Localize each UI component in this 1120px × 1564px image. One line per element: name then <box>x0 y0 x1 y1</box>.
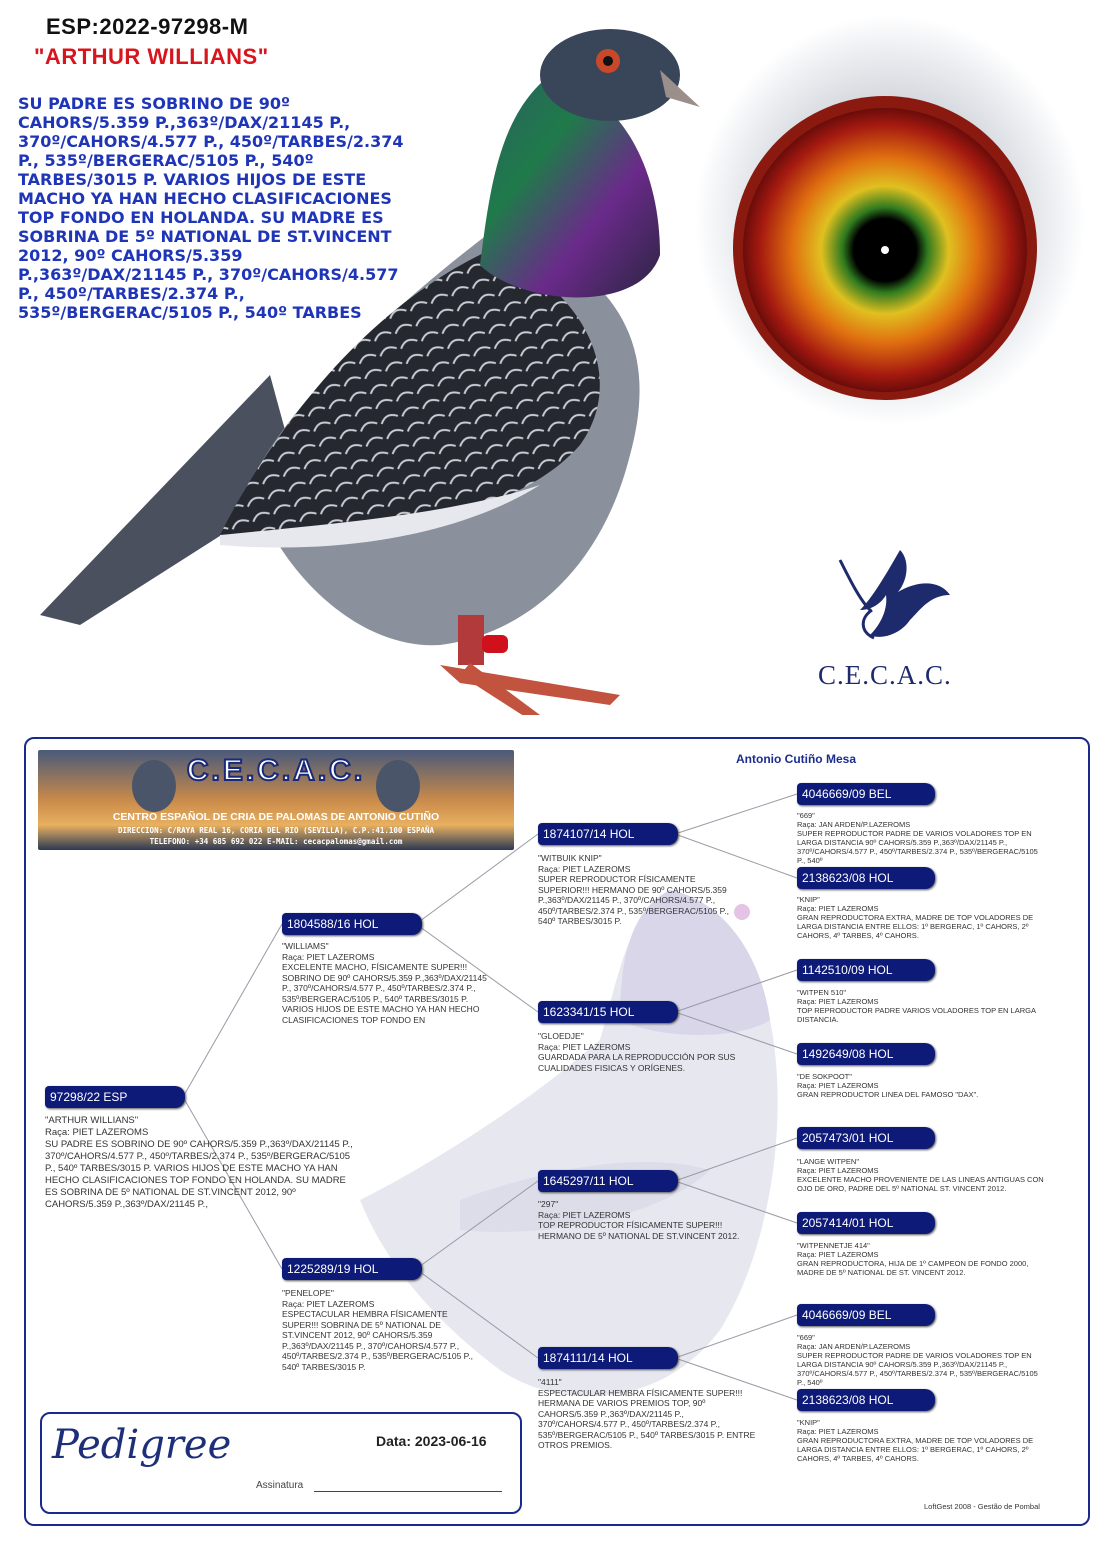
pedigree-date: Data: 2023-06-16 <box>376 1433 487 1449</box>
sire-sire-ring: 1874107/14 HOL <box>538 823 678 845</box>
gg-3-race: Raça: PIET LAZEROMS <box>797 997 879 1006</box>
banner-address: DIRECCION: C/RAYA REAL 16, CORIA DEL RIO (SEVILLA), C.P.:41.100 ESPAÑA <box>117 826 435 835</box>
sire-sire-details <box>538 853 743 927</box>
sire-sire-notes: SUPER REPRODUCTOR FÍSICAMENTE SUPERIOR!!! HERMANO DE 90º CAHORS/5.359 P.,363º/DAX/21145 P., 370º/CAHORS/4.577 P., 450º/TARBES/2.374 P., 535º/BERGERAC/5105 P., 540º TARBES/3015 P. <box>538 874 729 926</box>
gg-5-ring: 2057473/01 HOL <box>797 1127 935 1149</box>
sire-ring: 1804588/16 HOL <box>282 913 422 935</box>
dam-sire-ring: 1645297/11 HOL <box>538 1170 678 1192</box>
gg-7-notes: SUPER REPRODUCTOR PADRE DE VARIOS VOLADORES TOP EN LARGA DISTANCIA 90º CAHORS/5.359 P.,363º/DAX/21145 P., 370º/CAHORS/4.577 P., 450º/TARBES/2.374 P., 535º/BERGERAC/5105 P., 540º <box>797 1351 1038 1387</box>
sire-notes: EXCELENTE MACHO, FÍSICAMENTE SUPER!!! SOBRINO DE 90º CAHORS/5.359 P.,363º/DAX/21145 P., 370º/CAHORS/4.577 P., 450º/TARBES/2.374 P., 535º/BERGERAC/5105 P., 540º TARBES/3015 P. VARIOS HIJOS DE ESTE MACHO YA HAN HECHO CLASIFICACIONES TOP FONDO EN <box>282 962 487 1025</box>
gg-8-ring: 2138623/08 HOL <box>797 1389 935 1411</box>
gg-4-details <box>797 1072 1047 1099</box>
gg-7-name: "669" <box>797 1333 815 1342</box>
bird-description: SU PADRE ES SOBRINO DE 90º CAHORS/5.359 P.,363º/DAX/21145 P., 370º/CAHORS/4.577 P., 450º/TARBES/2.374 P., 535º/BERGERAC/5105 P., 540º TARBES/3015 P. VARIOS HIJOS DE ESTE MACHO YA HAN HECHO CLASIFICACIONES TOP FONDO EN HOLANDA. SU MADRE ES SOBRINA DE 5º NATIONAL DE ST.VINCENT 2012, 90º CAHORS/5.359 P.,363º/DAX/21145 P., 370º/CAHORS/4.577 P., 450º/TARBES/2.374 P., 535º/BERGERAC/5105 P., 540º TARBES <box>18 94 404 322</box>
gg-6-name: "WITPENNETJE 414" <box>797 1241 870 1250</box>
signature-line <box>314 1491 502 1492</box>
banner-title: C.E.C.A.C. <box>186 754 366 787</box>
gg-5-name: "LANGE WITPEN" <box>797 1157 859 1166</box>
gg-6-details <box>797 1241 1047 1277</box>
dam-dam-details <box>538 1377 758 1451</box>
bird-name: "ARTHUR WILLIANS" <box>34 44 269 69</box>
breeder-name: Antonio Cutiño Mesa <box>736 752 856 766</box>
sire-sire-name: "WITBUIK KNIP" <box>538 853 602 863</box>
gg-8-notes: GRAN REPRODUCTORA EXTRA, MADRE DE TOP VOLADORES DE LARGA DISTANCIA ENTRE ELLOS: 1º BERGERAC, 1º CAHORS, 2º CAHORS, 4º TARBES, 4º CAHORS. <box>797 1436 1034 1463</box>
dam-dam-notes: ESPECTACULAR HEMBRA FÍSICAMENTE SUPER!!! HERMANA DE VARIOS PREMIOS TOP, 90º CAHORS/5.359 P.,363º/DAX/21145 P., 370º/CAHORS/4.577 P., 450º/TARBES/2.374 P., 535º/BERGERAC/5105 P., 540º TARBES/3015 P. ENTRE OTROS PREMIOS. <box>538 1387 756 1450</box>
gg-5-notes: EXCELENTE MACHO PROVENIENTE DE LAS LINEAS ANTIGUAS CON OJO DE ORO, PADRE DEL 5º NATIONAL ST. VINCENT 2012. <box>797 1175 1044 1193</box>
software-credit: LoftGest 2008 - Gestão de Pombal <box>924 1502 1040 1511</box>
sire-dam-race: Raça: PIET LAZEROMS <box>538 1041 631 1052</box>
gg-1-details <box>797 811 1047 865</box>
gg-4-name: "DE SOKPOOT" <box>797 1072 852 1081</box>
sire-name: "WILLIAMS" <box>282 941 329 951</box>
signature-label: Assinatura <box>256 1480 304 1491</box>
banner-subtitle: CENTRO ESPAÑOL DE CRIA DE PALOMAS DE ANTONIO CUTIÑO <box>112 811 440 823</box>
dam-sire-details <box>538 1199 743 1241</box>
gg-3-name: "WITPEN 510" <box>797 988 847 997</box>
gg-2-details <box>797 895 1047 940</box>
banner-contact: TELEFONO: +34 685 692 022 E-MAIL: cecacpalomas@gmail.com <box>149 837 403 846</box>
gg-3-details <box>797 988 1047 1024</box>
dam-race: Raça: PIET LAZEROMS <box>282 1298 375 1309</box>
dam-sire-notes: TOP REPRODUCTOR FÍSICAMENTE SUPER!!! HERMANO DE 5º NATIONAL DE ST.VINCENT 2012. <box>538 1220 740 1241</box>
gg-1-name: "669" <box>797 811 815 820</box>
gg-5-details <box>797 1157 1047 1193</box>
gg-4-race: Raça: PIET LAZEROMS <box>797 1081 879 1090</box>
gg-7-details <box>797 1333 1047 1387</box>
gg-2-name: "KNIP" <box>797 895 820 904</box>
gg-8-details <box>797 1418 1047 1463</box>
gg-3-ring: 1142510/09 HOL <box>797 959 935 981</box>
subject-ring: 97298/22 ESP <box>45 1086 185 1108</box>
gg-5-race: Raça: PIET LAZEROMS <box>797 1166 879 1175</box>
gg-2-notes: GRAN REPRODUCTORA EXTRA, MADRE DE TOP VOLADORES DE LARGA DISTANCIA ENTRE ELLOS: 1º BERGERAC, 1º CAHORS, 2º CAHORS, 4º TARBES, 4º CAHORS. <box>797 913 1034 940</box>
sire-dam-ring: 1623341/15 HOL <box>538 1001 678 1023</box>
subject-race: Raça: PIET LAZEROMS <box>45 1127 149 1138</box>
gg-1-ring: 4046669/09 BEL <box>797 783 935 805</box>
subject-name: "ARTHUR WILLIANS" <box>45 1115 139 1126</box>
subject-details <box>45 1115 355 1211</box>
gg-2-race: Raça: PIET LAZEROMS <box>797 904 879 913</box>
gg-1-notes: SUPER REPRODUCTOR PADRE DE VARIOS VOLADORES TOP EN LARGA DISTANCIA 90º CAHORS/5.359 P.,363º/DAX/21145 P., 370º/CAHORS/4.577 P., 450º/TARBES/2.374 P., 535º/BERGERAC/5105 P., 540º <box>797 829 1038 865</box>
dam-name: "PENELOPE" <box>282 1288 334 1298</box>
gg-7-race: Raça: JAN ARDEN/P.LAZEROMS <box>797 1342 911 1351</box>
cecac-logo-text: C.E.C.A.C. <box>818 660 952 690</box>
gg-1-race: Raça: JAN ARDEN/P.LAZEROMS <box>797 820 911 829</box>
dam-ring: 1225289/19 HOL <box>282 1258 422 1280</box>
gg-6-ring: 2057414/01 HOL <box>797 1212 935 1234</box>
pedigree-title: Pedigree <box>52 1422 232 1468</box>
sire-dam-name: "GLOEDJE" <box>538 1031 584 1041</box>
sire-dam-details <box>538 1031 768 1073</box>
dam-dam-ring: 1874111/14 HOL <box>538 1347 678 1369</box>
dam-dam-name: "4111" <box>538 1377 562 1387</box>
sire-dam-notes: GUARDADA PARA LA REPRODUCCIÓN POR SUS CUALIDADES FISICAS Y ORÍGENES. <box>538 1052 736 1073</box>
gg-7-ring: 4046669/09 BEL <box>797 1304 935 1326</box>
gg-8-name: "KNIP" <box>797 1418 820 1427</box>
dam-details <box>282 1288 482 1372</box>
dam-notes: ESPECTACULAR HEMBRA FÍSICAMENTE SUPER!!! SOBRINA DE 5º NATIONAL DE ST.VINCENT 2012, 90º CAHORS/5.359 P.,363º/DAX/21145 P., 370º/CAHORS/4.577 P., 450º/TARBES/2.374 P., 535º/BERGERAC/5105 P., 540º TARBES/3015 P. <box>282 1309 473 1372</box>
gg-8-race: Raça: PIET LAZEROMS <box>797 1427 879 1436</box>
dam-sire-name: "297" <box>538 1199 559 1209</box>
gg-6-notes: GRAN REPRODUCTORA, HIJA DE 1º CAMPEON DE FONDO 2000, MADRE DE 5º NATIONAL DE ST. VINCENT 2012. <box>797 1259 1029 1277</box>
bird-ring-number: ESP:2022-97298-M <box>46 14 249 39</box>
sire-sire-race: Raça: PIET LAZEROMS <box>538 863 631 874</box>
gg-4-notes: GRAN REPRODUCTOR LINEA DEL FAMOSO "DAX". <box>797 1090 979 1099</box>
gg-4-ring: 1492649/08 HOL <box>797 1043 935 1065</box>
gg-3-notes: TOP REPRODUCTOR PADRE VARIOS VOLADORES TOP EN LARGA DISTANCIA. <box>797 1006 1036 1024</box>
sire-race: Raça: PIET LAZEROMS <box>282 951 375 962</box>
dam-sire-race: Raça: PIET LAZEROMS <box>538 1209 631 1220</box>
gg-2-ring: 2138623/08 HOL <box>797 867 935 889</box>
gg-6-race: Raça: PIET LAZEROMS <box>797 1250 879 1259</box>
sire-details <box>282 941 487 1025</box>
subject-notes: SU PADRE ES SOBRINO DE 90º CAHORS/5.359 P.,363º/DAX/21145 P., 370º/CAHORS/4.577 P., 450º/TARBES/2.374 P., 535º/BERGERAC/5105 P., 540º TARBES/3015 P. VARIOS HIJOS DE ESTE MACHO YA HAN HECHO CLASIFICACIONES TOP FONDO EN HOLANDA. SU MADRE ES SOBRINA DE 5º NATIONAL DE ST.VINCENT 2012, 90º CAHORS/5.359 P.,363º/DAX/21145 P., <box>45 1139 353 1210</box>
